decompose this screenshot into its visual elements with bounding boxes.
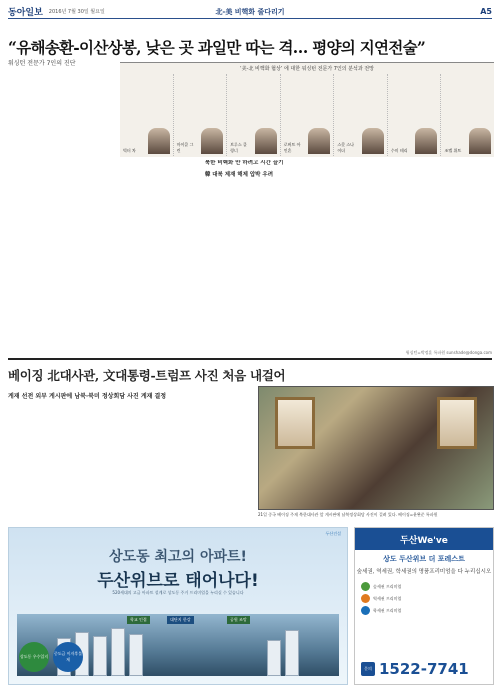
article-column (303, 160, 395, 346)
page-number: A5 (480, 7, 492, 16)
section-tag: 北-美 비핵화 줄다리기 (215, 7, 285, 16)
ad-headline-2: 두산위브로 태어나다! (97, 571, 259, 591)
main-headline: “유해송환-이산상봉, 낮은 곳 과일만 따는 격… 평양의 지연전술” (8, 38, 426, 57)
building-shape (267, 640, 281, 676)
byline: 워싱턴=박정훈 특파원 sunshade@donga.com (405, 350, 492, 355)
photo-frame (437, 397, 477, 449)
expert-photo (148, 128, 170, 154)
ad-title: 상도 두산위브 더 포레스트 (383, 555, 465, 563)
expert-name: 빅터 차 (123, 148, 136, 153)
building-shape (285, 630, 299, 676)
expert-name: 수미 테리 (390, 148, 408, 153)
expert-photo (201, 128, 223, 154)
expert-card (120, 74, 174, 156)
expert-photo (415, 128, 437, 154)
ad-headline-1: 상도동 최고의 아파트! (109, 549, 247, 565)
expert-name: 마이클 그린 (176, 142, 194, 153)
expert-card (334, 74, 388, 156)
ad-badge: 중도금 이자후불제 (53, 642, 83, 672)
photo-frame (275, 397, 315, 449)
benefit-list (361, 582, 487, 615)
benefit-item (361, 582, 487, 591)
expert-quote-placeholder (177, 75, 224, 111)
expert-quote-placeholder (230, 75, 277, 111)
school-icon (361, 606, 370, 615)
ad-badge: 상도동 우수입지 (19, 642, 49, 672)
expert-card (441, 74, 494, 156)
expert-quote-placeholder (123, 75, 170, 111)
panel-title: ‘美-北 비핵화 협상’ 에 대한 워싱턴 전문가 7인의 분석과 전망 (240, 66, 374, 72)
expert-photo (362, 128, 384, 154)
expert-card (227, 74, 281, 156)
apartment-ad-info[interactable] (354, 527, 494, 685)
ad-tag: 대단지 한강 (167, 616, 194, 624)
expert-photo (469, 128, 491, 154)
article-column (205, 160, 297, 346)
benefit-label: 숲세권 프리미엄 (373, 583, 402, 589)
expert-name: 브루스 클링너 (230, 142, 247, 153)
phone-icon: 문의 (361, 662, 375, 676)
expert-panel (120, 62, 494, 157)
expert-card (388, 74, 442, 156)
second-headline: 베이징 北대사관, 文대통령-트럼프 사진 처음 내걸어 (8, 368, 286, 383)
embassy-photo (258, 386, 494, 510)
benefit-label: 학세권 프리미엄 (373, 607, 402, 613)
ad-brand-small: 두산건설 (325, 531, 341, 536)
benefit-label: 역세권 프리미엄 (373, 595, 402, 601)
expert-card (174, 74, 228, 156)
ad-tag: 학교 인접 (127, 616, 150, 624)
train-icon (361, 594, 370, 603)
second-lead: 게재 선전 외부 게시판에 남북·북미 정상회담 사진 게재 결정 (8, 393, 167, 400)
apartment-ad[interactable] (8, 527, 348, 685)
tree-icon (361, 582, 370, 591)
expert-photo (255, 128, 277, 154)
expert-quote-placeholder (391, 75, 438, 111)
expert-quote-placeholder (337, 75, 384, 111)
main-article-body (8, 160, 494, 346)
benefit-item (361, 606, 487, 615)
ad-subtitle: 숲세권, 역세권, 학세권의 명품프리미엄을 다 누리십시오 (356, 569, 492, 575)
article-column (8, 160, 100, 346)
ad-description: 520세대의 고급 아파트 설계로 상도동 주거 프리미엄을 누리실 수 있습니다 (112, 590, 244, 595)
article-column (402, 160, 494, 346)
expert-card (281, 74, 335, 156)
building-shape (111, 628, 125, 676)
expert-quote-placeholder (284, 75, 331, 111)
photo-caption: 21일 중국 베이징 주재 북한대사관 앞 게시판에 남북정상회담 사진이 걸려 있다. 베이징=윤완준 특파원 (258, 512, 438, 517)
expert-name: 로버트 아인혼 (283, 142, 301, 153)
ad-tag: 공원 조망 (227, 616, 250, 624)
building-shape (93, 636, 107, 676)
article-lead: 북한 비핵화 안 하려고 시간 끌기 (204, 160, 284, 166)
benefit-item (361, 594, 487, 603)
expert-name: 조엘 위트 (444, 148, 462, 153)
expert-quote-placeholder (444, 75, 491, 111)
expert-name: 스콧 스나이더 (337, 142, 355, 153)
section-divider (8, 358, 492, 360)
contact-row[interactable] (361, 660, 487, 678)
phone-number[interactable]: 1522-7741 (379, 660, 469, 678)
issue-date: 2016년 7월 30일 월요일 (48, 9, 105, 15)
expert-photo (308, 128, 330, 154)
building-shape (129, 634, 143, 676)
masthead (8, 5, 492, 19)
paper-name: 동아일보 (8, 8, 43, 18)
main-subhead: 워싱턴 전문가 7인의 진단 (8, 60, 76, 67)
brand-logo: 두산We've (355, 528, 493, 550)
article-lead: 韓 대북 제재 해제 압박 우려 (204, 171, 274, 178)
article-column (106, 160, 198, 346)
